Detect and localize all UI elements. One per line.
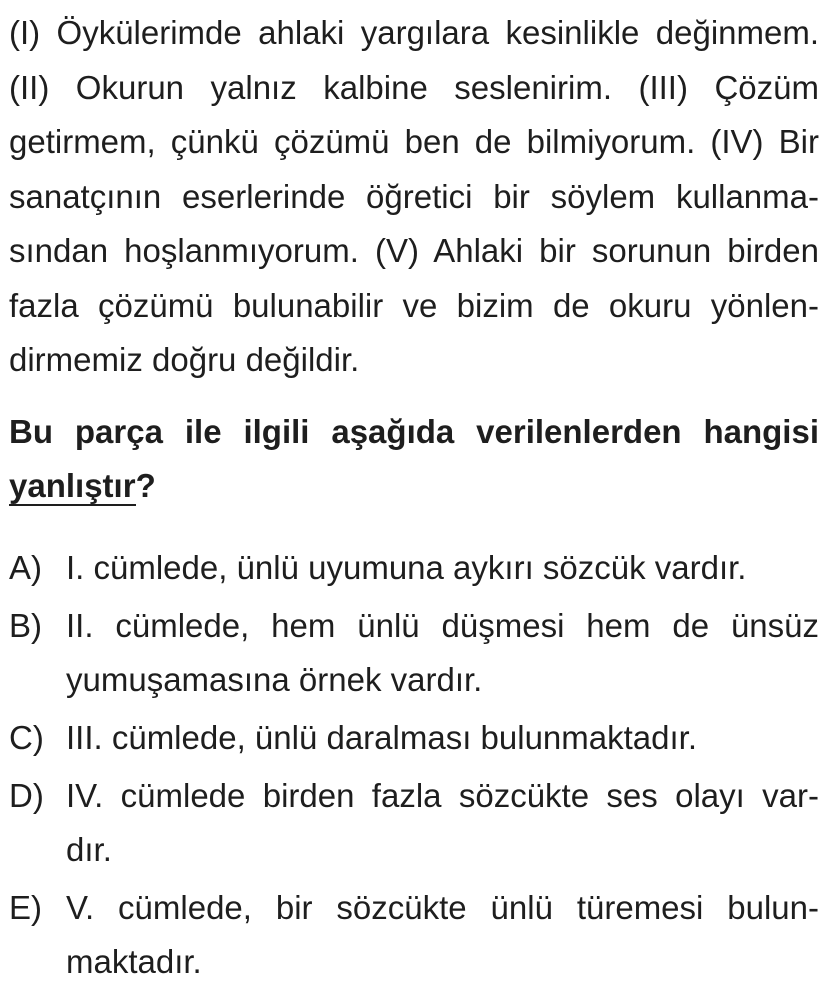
option-line: dır.	[66, 830, 112, 868]
question-line: Bu parça ile ilgili aşağıda verilenlerden hangisi	[9, 412, 819, 450]
passage-line: sından hoşlanmıyorum. (V) Ahlaki bir sorunun birden	[9, 232, 819, 269]
passage-line: sanatçının eserlerinde öğretici bir söylem kullanma-	[9, 177, 819, 215]
option-text	[66, 711, 819, 765]
underlined-keyword: yanlıştır	[9, 466, 136, 504]
option-letter: A)	[9, 548, 42, 586]
option-line: II. cümlede, hem ünlü düşmesi hem de ünsüz	[66, 606, 819, 644]
passage-text	[9, 6, 819, 388]
option-text	[66, 769, 819, 877]
option-letter: B)	[9, 606, 42, 644]
option-line: III. cümlede, ünlü daralması bulunmaktadır.	[66, 718, 697, 756]
option-line: yumuşamasına örnek vardır.	[66, 660, 483, 698]
answer-options	[9, 541, 819, 989]
option-text	[66, 881, 819, 989]
option-b[interactable]	[9, 599, 819, 707]
option-text	[66, 541, 819, 595]
passage-line: getirmem, çünkü çözümü ben de bilmiyorum. (IV) Bir	[9, 123, 819, 160]
option-d[interactable]	[9, 769, 819, 877]
option-letter: C)	[9, 718, 44, 756]
option-line: I. cümlede, ünlü uyumuna aykırı sözcük vardır.	[66, 548, 747, 586]
question-page	[9, 0, 819, 993]
option-line: maktadır.	[66, 942, 202, 980]
option-letter: E)	[9, 888, 42, 926]
option-c[interactable]	[9, 711, 819, 765]
question-line-2	[9, 459, 819, 513]
option-text	[66, 599, 819, 707]
question-stem	[9, 405, 819, 513]
passage-line: dirmemiz doğru değildir.	[9, 341, 360, 378]
passage-line: (II) Okurun yalnız kalbine seslenirim. (III) Çözüm	[9, 68, 819, 106]
passage-line: fazla çözümü bulunabilir ve bizim de okuru yönlen-	[9, 286, 819, 324]
option-a[interactable]	[9, 541, 819, 595]
passage-line: (I) Öykülerimde ahlaki yargılara kesinlikle değinmem.	[9, 14, 819, 51]
question-mark: ?	[135, 466, 156, 504]
option-line: V. cümlede, bir sözcükte ünlü türemesi bulun-	[66, 888, 819, 926]
option-letter: D)	[9, 776, 44, 814]
option-e[interactable]	[9, 881, 819, 989]
option-line: IV. cümlede birden fazla sözcükte ses olayı var-	[66, 776, 819, 814]
